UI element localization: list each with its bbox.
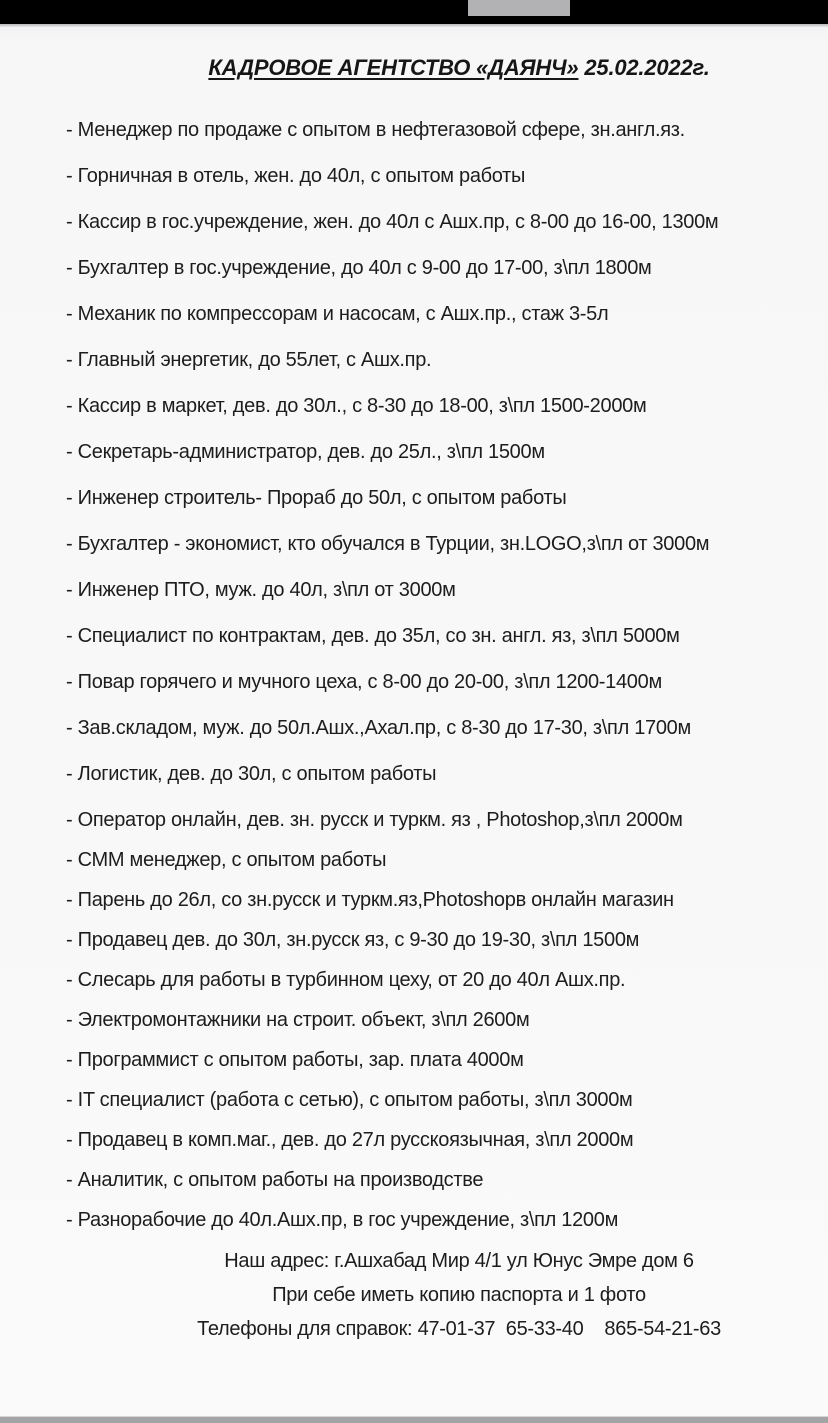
document-footer [0, 1248, 828, 1342]
vacancy-item: - СММ менеджер, с опытом работы [66, 849, 387, 871]
vacancy-item: - Программист с опытом работы, зар. плата 4000м [66, 1049, 524, 1071]
agency-name: КАДРОВОЕ АГЕНТСТВО «ДАЯНЧ» [208, 55, 579, 80]
vacancy-item: - Продавец дев. до 30л, зн.русск яз, с 9-30 до 19-30, з\пл 1500м [66, 929, 640, 951]
footer-phones: Телефоны для справок: 47-01-37 65-33-40 865-54-21-63 [197, 1318, 721, 1340]
listing-date: 25.02.2022г. [578, 55, 710, 80]
vacancy-item: - Продавец в комп.маг., дев. до 27л русскоязычная, з\пл 2000м [66, 1129, 634, 1151]
vacancy-item: - Зав.складом, муж. до 50л.Ашх.,Ахал.пр, с 8-30 до 17-30, з\пл 1700м [66, 717, 691, 739]
vacancy-item: - Аналитик, с опытом работы на производстве [66, 1169, 484, 1191]
vacancy-item: - Горничная в отель, жен. до 40л, с опытом работы [66, 165, 526, 187]
vacancy-item: - Парень до 26л, со зн.русск и туркм.яз,Photoshopв онлайн магазин [66, 889, 674, 911]
camera-notch [468, 0, 570, 16]
vacancy-list [0, 117, 828, 1233]
vacancy-item: - Бухгалтер - экономист, кто обучался в Турции, зн.LOGO,з\пл от 3000м [66, 533, 710, 555]
vacancy-item: - IT специалист (работа с сетью), с опытом работы, з\пл 3000м [66, 1089, 633, 1111]
vacancy-item: - Механик по компрессорам и насосам, с Ашх.пр., стаж 3-5л [66, 303, 609, 325]
job-listing-document [0, 53, 828, 1342]
vacancy-item: - Секретарь-администратор, дев. до 25л., з\пл 1500м [66, 441, 545, 463]
vacancy-item: - Оператор онлайн, дев. зн. русск и туркм. яз , Photoshop,з\пл 2000м [66, 809, 683, 831]
vacancy-item: - Логистик, дев. до 30л, с опытом работы [66, 763, 437, 785]
vacancy-item: - Кассир в маркет, дев. до 30л., с 8-30 до 18-00, з\пл 1500-2000м [66, 395, 647, 417]
vacancy-item: - Инженер ПТО, муж. до 40л, з\пл от 3000м [66, 579, 456, 601]
page-title [0, 53, 828, 83]
vacancy-item: - Инженер строитель- Прораб до 50л, с опытом работы [66, 487, 567, 509]
vacancy-item: - Менеджер по продаже с опытом в нефтегазовой сфере, зн.англ.яз. [66, 119, 685, 141]
status-bar [0, 0, 828, 24]
footer-address: Наш адрес: г.Ашхабад Мир 4/1 ул Юнус Эмре дом 6 [224, 1250, 694, 1272]
vacancy-item: - Слесарь для работы в турбинном цеху, от 20 до 40л Ашх.пр. [66, 969, 626, 991]
vacancy-item: - Разнорабочие до 40л.Ашх.пр, в гос учреждение, з\пл 1200м [66, 1209, 619, 1231]
bottom-strip [0, 1417, 828, 1423]
vacancy-item: - Главный энергетик, до 55лет, с Ашх.пр. [66, 349, 432, 371]
vacancy-item: - Бухгалтер в гос.учреждение, до 40л с 9-00 до 17-00, з\пл 1800м [66, 257, 652, 279]
status-bar-shadow [0, 24, 828, 27]
vacancy-item: - Кассир в гос.учреждение, жен. до 40л с Ашх.пр, с 8-00 до 16-00, 1300м [66, 211, 719, 233]
vacancy-item: - Электромонтажники на строит. объект, з\пл 2600м [66, 1009, 530, 1031]
footer-note: При себе иметь копию паспорта и 1 фото [272, 1284, 646, 1306]
vacancy-item: - Специалист по контрактам, дев. до 35л, со зн. англ. яз, з\пл 5000м [66, 625, 680, 647]
vacancy-item: - Повар горячего и мучного цеха, с 8-00 до 20-00, з\пл 1200-1400м [66, 671, 662, 693]
